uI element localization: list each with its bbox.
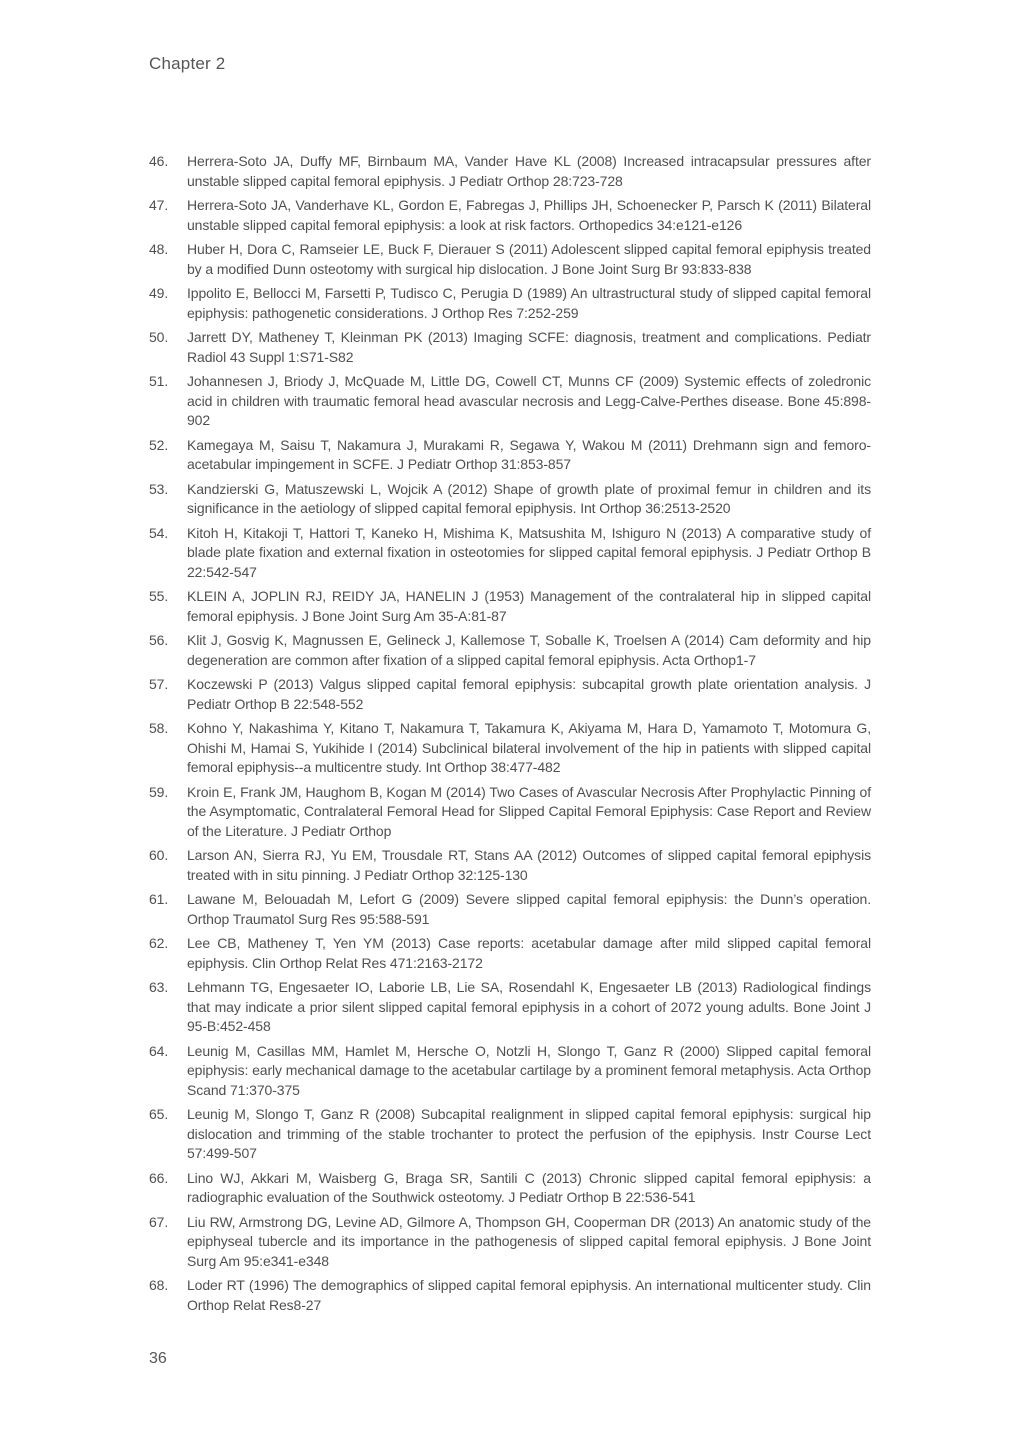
reference-number: 56. [149,632,169,648]
reference-item [149,934,871,973]
reference-item [149,1042,871,1101]
reference-item [149,372,871,431]
reference-text: Kroin E, Frank JM, Haughom B, Kogan M (2014) Two Cases of Avascular Necrosis After Prophylactic Pinning of the Asymptomatic, Contralateral Femoral Head for Slipped Capital Femoral Epiphysis: Case Report and Review of the Literature. J Pediatr Orthop [187,783,871,839]
reference-number: 52. [149,436,169,453]
reference-number: 60. [149,847,169,863]
reference-number: 68. [149,1277,169,1293]
reference-number: 62. [149,935,169,951]
reference-item [149,783,871,842]
reference-text: KLEIN A, JOPLIN RJ, REIDY JA, HANELIN J (1953) Management of the contralateral hip in slipped capital femoral epiphysis. J Bone Joint Surg Am 35-A:81-87 [187,588,871,624]
reference-number: 59. [149,783,169,800]
reference-item [149,284,871,323]
reference-text: Lino WJ, Akkari M, Waisberg G, Braga SR, Santili C (2013) Chronic slipped capital femoral epiphysis: a radiographic evaluation of the Southwick osteotomy. J Pediatr Orthop B 22:536-541 [187,1169,871,1205]
reference-item [149,587,871,626]
reference-number: 47. [149,197,169,213]
reference-item [149,196,871,235]
reference-number: 67. [149,1213,169,1230]
reference-item [149,719,871,778]
chapter-header: Chapter 2 [149,54,226,73]
reference-item [149,1169,871,1208]
reference-number: 58. [149,720,169,736]
reference-item [149,1213,871,1272]
reference-text: Koczewski P (2013) Valgus slipped capital femoral epiphysis: subcapital growth plate orientation analysis. J Pediatr Orthop B 22:548-552 [187,676,871,712]
reference-number: 51. [149,373,169,389]
reference-text: Jarrett DY, Matheney T, Kleinman PK (2013) Imaging SCFE: diagnosis, treatment and complications. Pediatr Radiol 43 Suppl 1:S71-S82 [187,329,871,365]
reference-item [149,480,871,519]
reference-item [149,1105,871,1164]
reference-number: 53. [149,480,169,497]
reference-text: Kitoh H, Kitakoji T, Hattori T, Kaneko H, Mishima K, Matsushita M, Ishiguro N (2013) A comparative study of blade plate fixation and external fixation in osteotomies for slipped capital femoral epiphysis. J Pediatr Orthop B 22:542-547 [187,524,871,580]
reference-number: 54. [149,524,169,541]
reference-number: 50. [149,329,169,345]
reference-item [149,890,871,929]
reference-item [149,978,871,1037]
reference-text: Kohno Y, Nakashima Y, Kitano T, Nakamura T, Takamura K, Akiyama M, Hara D, Yamamoto T, Motomura G, Ohishi M, Hamai S, Yukihide I (2014) Subclinical bilateral involvement of the hip in patients with slipped capital femoral epiphysis--a multicentre study. Int Orthop 38:477-482 [187,720,871,775]
reference-list [149,152,871,1320]
reference-text: Herrera-Soto JA, Vanderhave KL, Gordon E, Fabregas J, Phillips JH, Schoenecker P, Parsch K (2011) Bilateral unstable slipped capital femoral epiphysis: a look at risk factors. Orthopedics 34:e121-e126 [187,197,871,233]
reference-text: Kamegaya M, Saisu T, Nakamura J, Murakami R, Segawa Y, Wakou M (2011) Drehmann sign and femoro-acetabular impingement in SCFE. J Pediatr Orthop 31:853-857 [187,436,871,472]
reference-item [149,152,871,191]
reference-text: Klit J, Gosvig K, Magnussen E, Gelineck J, Kallemose T, Soballe K, Troelsen A (2014) Cam deformity and hip degeneration are common after fixation of a slipped capital femoral epiphysis. Acta Orthop1-7 [187,632,871,668]
reference-text: Johannesen J, Briody J, McQuade M, Little DG, Cowell CT, Munns CF (2009) Systemic effects of zoledronic acid in children with traumatic femoral head avascular necrosis and Legg-Calve-Perthes disease. Bone 45:898-902 [187,373,871,428]
reference-number: 63. [149,979,169,995]
reference-item [149,240,871,279]
reference-text: Herrera-Soto JA, Duffy MF, Birnbaum MA, Vander Have KL (2008) Increased intracapsular pressures after unstable slipped capital femoral epiphysis. J Pediatr Orthop 28:723-728 [187,153,871,189]
reference-text: Leunig M, Slongo T, Ganz R (2008) Subcapital realignment in slipped capital femoral epiphysis: surgical hip dislocation and trimming of the stable trochanter to protect the perfusion of the epiphysis. Instr Course Lect 57:499-507 [187,1106,871,1161]
reference-number: 61. [149,891,169,907]
reference-number: 46. [149,153,169,169]
page-number: 36 [149,1350,167,1367]
reference-item [149,631,871,670]
reference-number: 66. [149,1169,169,1186]
reference-item [149,846,871,885]
reference-number: 65. [149,1106,169,1122]
reference-text: Ippolito E, Bellocci M, Farsetti P, Tudisco C, Perugia D (1989) An ultrastructural study of slipped capital femoral epiphysis: pathogenetic considerations. J Orthop Res 7:252-259 [187,285,871,321]
reference-text: Lawane M, Belouadah M, Lefort G (2009) Severe slipped capital femoral epiphysis: the Dunn’s operation. Orthop Traumatol Surg Res 95:588-591 [187,891,871,927]
reference-number: 57. [149,676,169,692]
reference-item [149,328,871,367]
reference-number: 55. [149,588,169,604]
reference-text: Lee CB, Matheney T, Yen YM (2013) Case reports: acetabular damage after mild slipped capital femoral epiphysis. Clin Orthop Relat Res 471:2163-2172 [187,935,871,971]
reference-text: Lehmann TG, Engesaeter IO, Laborie LB, Lie SA, Rosendahl K, Engesaeter LB (2013) Radiological findings that may indicate a prior silent slipped capital femoral epiphysis in a cohort of 2072 young adults. Bone Joint J 95-B:452-458 [187,979,871,1034]
reference-text: Loder RT (1996) The demographics of slipped capital femoral epiphysis. An international multicenter study. Clin Orthop Relat Res8-27 [187,1277,871,1313]
reference-item [149,436,871,475]
reference-text: Leunig M, Casillas MM, Hamlet M, Hersche O, Notzli H, Slongo T, Ganz R (2000) Slipped capital femoral epiphysis: early mechanical damage to the acetabular cartilage by a prominent femoral metaphysis. Acta Orthop Scand 71:370-375 [187,1042,871,1098]
reference-text: Larson AN, Sierra RJ, Yu EM, Trousdale RT, Stans AA (2012) Outcomes of slipped capital femoral epiphysis treated with in situ pinning. J Pediatr Orthop 32:125-130 [187,847,871,883]
reference-item [149,675,871,714]
reference-number: 64. [149,1042,169,1059]
reference-number: 48. [149,241,169,257]
reference-text: Liu RW, Armstrong DG, Levine AD, Gilmore A, Thompson GH, Cooperman DR (2013) An anatomic study of the epiphyseal tubercle and its importance in the pathogenesis of slipped capital femoral epiphysis. J Bone Joint Surg Am 95:e341-e348 [187,1213,871,1269]
reference-item [149,524,871,583]
reference-text: Kandzierski G, Matuszewski L, Wojcik A (2012) Shape of growth plate of proximal femur in children and its significance in the aetiology of slipped capital femoral epiphysis. Int Orthop 36:2513-2520 [187,480,871,516]
reference-item [149,1276,871,1315]
reference-number: 49. [149,285,169,301]
reference-text: Huber H, Dora C, Ramseier LE, Buck F, Dierauer S (2011) Adolescent slipped capital femoral epiphysis treated by a modified Dunn osteotomy with surgical hip dislocation. J Bone Joint Surg Br 93:833-838 [187,241,871,277]
